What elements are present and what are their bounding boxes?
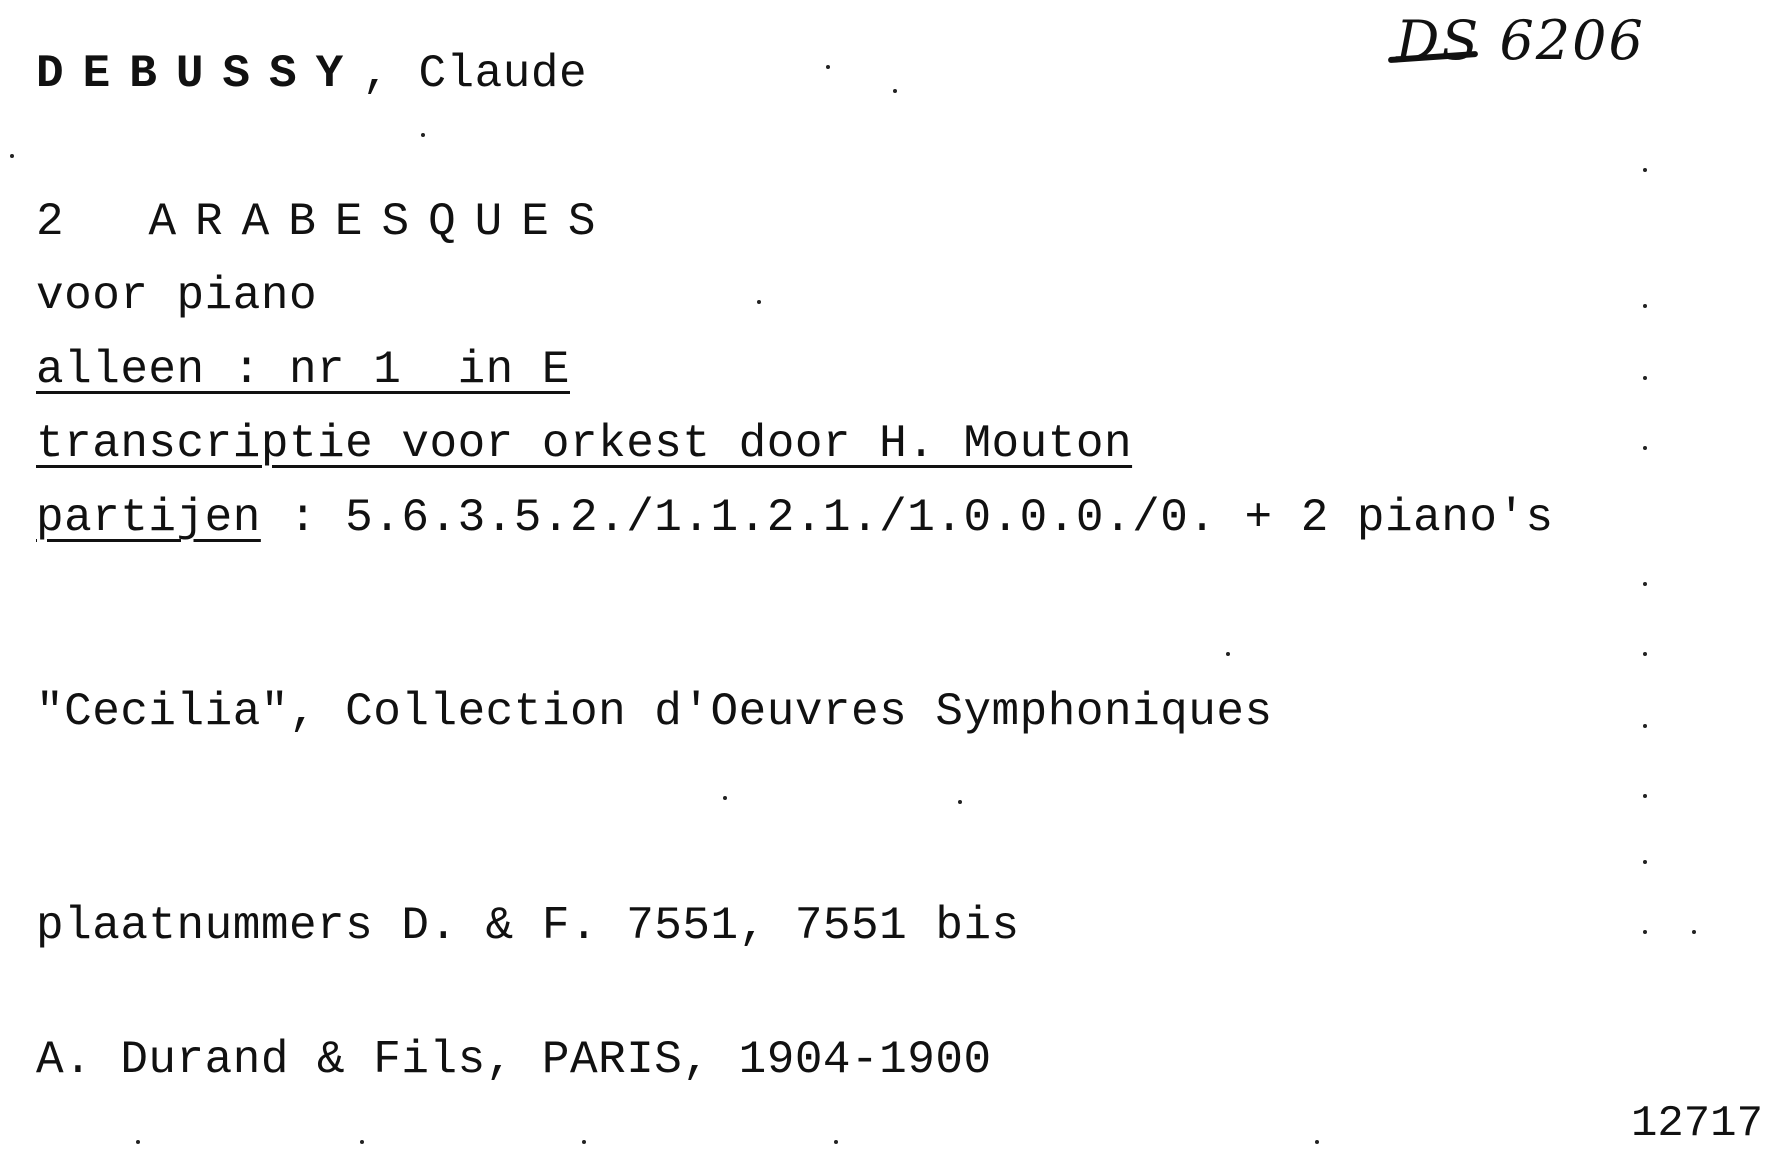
title-count: 2 — [36, 196, 65, 248]
scan-speck — [1643, 582, 1647, 586]
scan-speck — [723, 796, 727, 800]
scan-speck — [421, 133, 425, 137]
transcription-line: transcriptie voor orkest door H. Mouton — [36, 418, 1133, 470]
title-line — [36, 194, 614, 250]
scan-speck — [360, 1140, 364, 1144]
parts-line — [36, 490, 1554, 546]
collection-line: "Cecilia", Collection d'Oeuvres Symphoniques — [36, 686, 1273, 738]
composer-heading — [36, 46, 587, 102]
composer-separator: , — [362, 48, 419, 100]
handwritten-shelfmark: DS 6206 — [1396, 9, 1645, 72]
scan-speck — [1643, 794, 1647, 798]
publisher-line: A. Durand & Fils, PARIS, 1904-1900 — [36, 1034, 992, 1086]
scan-speck — [1643, 376, 1647, 380]
subtitle-line: alleen : nr 1 in E — [36, 344, 570, 396]
scan-speck — [1692, 930, 1696, 934]
scan-speck — [136, 1140, 140, 1144]
scan-speck — [1643, 446, 1647, 450]
scan-speck — [1643, 860, 1647, 864]
composer-surname: DEBUSSY — [36, 48, 363, 100]
plate-numbers-line: plaatnummers D. & F. 7551, 7551 bis — [36, 900, 1020, 952]
scan-speck — [1643, 652, 1647, 656]
composer-given-name: Claude — [418, 48, 588, 100]
scan-speck — [826, 65, 830, 69]
scan-speck — [834, 1140, 838, 1144]
scan-speck — [1643, 168, 1647, 172]
record-number: 12717 — [1630, 1099, 1763, 1149]
scan-speck — [1643, 304, 1647, 308]
scan-speck — [893, 89, 897, 93]
work-title: ARABESQUES — [148, 196, 615, 248]
scan-speck — [582, 1140, 586, 1144]
scan-speck — [1643, 930, 1647, 934]
scan-speck — [1315, 1140, 1319, 1144]
parts-label: partijen — [36, 492, 261, 544]
scan-speck — [757, 300, 761, 304]
scan-speck — [958, 800, 962, 804]
scan-speck — [10, 154, 14, 158]
scan-speck — [1643, 724, 1647, 728]
instrumentation-line: voor piano — [36, 270, 318, 322]
scan-speck — [1226, 652, 1230, 656]
parts-value: : 5.6.3.5.2./1.1.2.1./1.0.0.0./0. + 2 piano's — [260, 492, 1554, 544]
